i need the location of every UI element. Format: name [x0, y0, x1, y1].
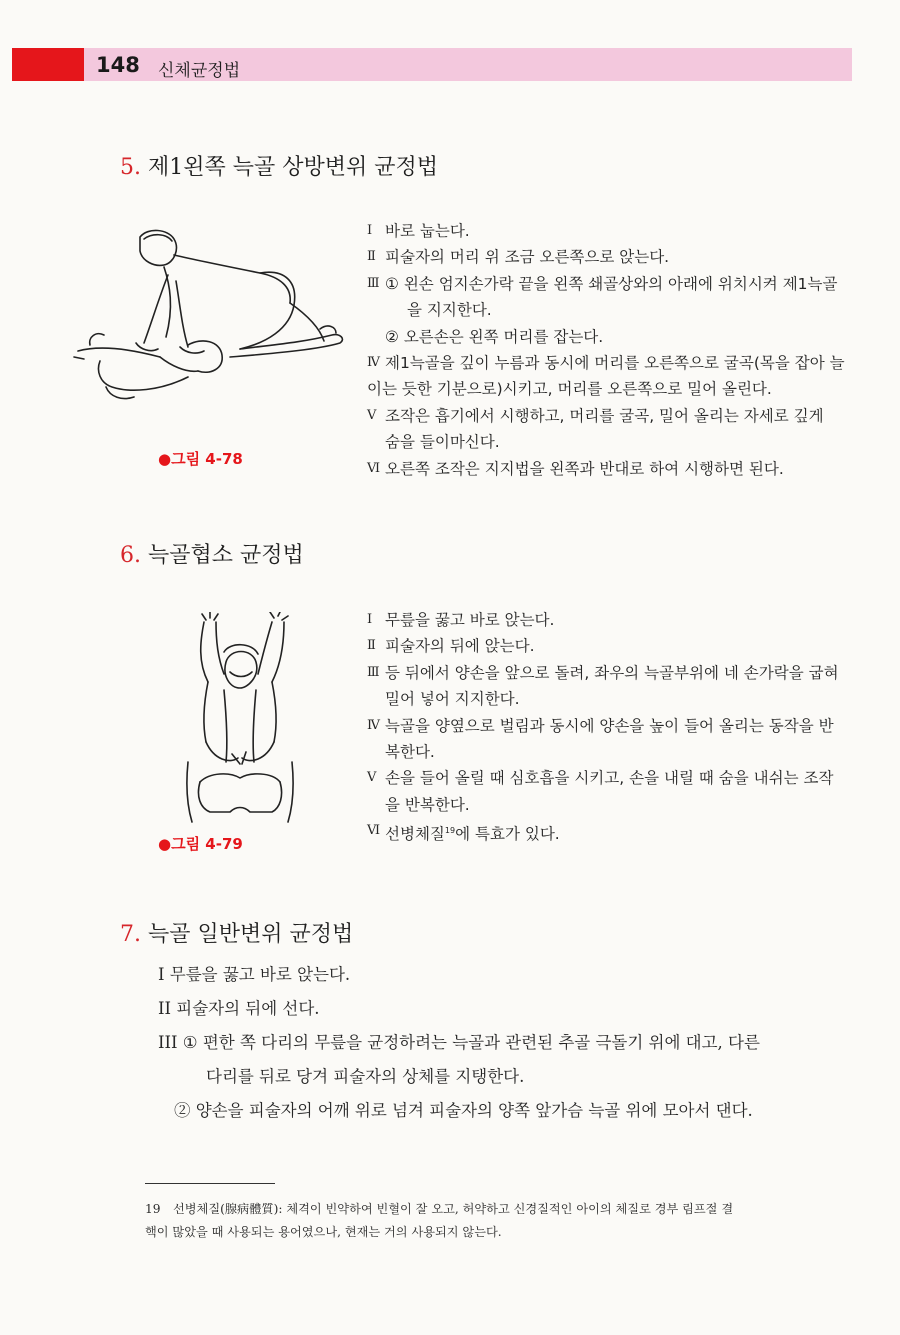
step-6-4: Ⅳ 늑골을 양옆으로 벌림과 동시에 양손을 높이 들어 올리는 동작을 반 — [367, 716, 834, 735]
step-6-5-cont: 을 반복한다. — [385, 795, 470, 814]
footnote-ref-19: 19 — [444, 826, 456, 836]
footnote-text-line2: 핵이 많았을 때 사용되는 용어였으나, 현재는 거의 사용되지 않는다. — [145, 1225, 502, 1239]
step-6-2: Ⅱ 피술자의 뒤에 앉는다. — [367, 637, 535, 656]
step-7-2: II 피술자의 뒤에 선다. — [158, 999, 320, 1018]
section-7-title — [120, 917, 353, 948]
figure-4-79-illustration — [180, 612, 300, 827]
step-6-5: Ⅴ 손을 들어 올릴 때 심호흡을 시키고, 손을 내릴 때 숨을 내쉬는 조작 — [367, 769, 834, 788]
footnote-divider — [145, 1183, 275, 1184]
section-5-title — [120, 150, 438, 181]
step-5-5-cont: 숨을 들이마신다. — [385, 433, 500, 452]
step-5-3: Ⅲ ① 왼손 엄지손가락 끝을 왼쪽 쇄골상와의 아래에 위치시켜 제1늑골 — [367, 274, 838, 293]
step-5-6: Ⅵ 오른쪽 조작은 지지법을 왼쪽과 반대로 하여 시행하면 된다. — [367, 459, 784, 478]
section-5-steps — [367, 218, 852, 482]
step-5-3-sub: ② 오른손은 왼쪽 머리를 잡는다. — [385, 327, 604, 346]
section-7-number: 7. — [120, 922, 141, 947]
step-5-1: Ⅰ 바로 눕는다. — [367, 222, 470, 240]
step-6-3: Ⅲ 등 뒤에서 양손을 앞으로 돌려, 좌우의 늑골부위에 네 손가락을 굽혀 — [367, 663, 839, 682]
chapter-title: 신체균정법 — [158, 61, 241, 81]
step-6-4-cont: 복한다. — [385, 743, 435, 762]
page-number: 148 — [96, 53, 140, 77]
section-6-steps — [367, 607, 852, 848]
step-6-6: Ⅵ 선병체질$^{19}$에 특효가 있다. — [367, 823, 560, 844]
section-6-number: 6. — [120, 543, 141, 568]
figure-4-78-illustration — [70, 225, 350, 410]
footnote-text-line1: 선병체질(腺病體質): 체격이 빈약하여 빈혈이 잘 오고, 허약하고 신경질적인 아이의 체질로 경부 림프절 결 — [173, 1202, 734, 1216]
step-6-3-cont: 밀어 넣어 지지한다. — [385, 690, 520, 709]
section-7-steps — [158, 958, 848, 1128]
section-6-heading: 늑골협소 균정법 — [148, 543, 304, 568]
step-5-5: Ⅴ 조작은 흡기에서 시행하고, 머리를 굴곡, 밀어 올리는 자세로 깊게 — [367, 406, 824, 425]
step-5-4-cont: 이는 듯한 기분으로)시키고, 머리를 오른쪽으로 밀어 올린다. — [367, 380, 772, 399]
step-5-2: Ⅱ 피술자의 머리 위 조금 오른쪽으로 앉는다. — [367, 248, 670, 267]
footnote-number: 19 — [145, 1202, 161, 1216]
section-6-title — [120, 538, 304, 569]
step-7-1: I 무릎을 꿇고 바로 앉는다. — [158, 965, 351, 984]
step-5-3-cont: 을 지지한다. — [407, 301, 492, 320]
footnote-19 — [145, 1198, 850, 1244]
section-5-number: 5. — [120, 155, 141, 180]
section-5-heading: 제1왼쪽 늑골 상방변위 균정법 — [148, 155, 439, 180]
step-7-3: III ① 편한 쪽 다리의 무릎을 균정하려는 늑골과 관련된 추골 극돌기 위에 대고, 다른 — [158, 1033, 760, 1052]
figure-4-78-label: ●그림 4-78 — [158, 450, 243, 468]
section-7-heading: 늑골 일반변위 균정법 — [148, 922, 354, 947]
figure-4-79-label: ●그림 4-79 — [158, 835, 243, 853]
step-7-3-sub: ② 양손을 피술자의 어깨 위로 넘겨 피술자의 양쪽 앞가슴 늑골 위에 모아서 댄다. — [174, 1101, 753, 1120]
step-5-4: Ⅳ 제1늑골을 깊이 누름과 동시에 머리를 오른쪽으로 굴곡(목을 잡아 늘 — [367, 354, 845, 373]
step-7-3-cont: 다리를 뒤로 당겨 피술자의 상체를 지탱한다. — [206, 1067, 525, 1086]
header-red-block — [12, 48, 84, 81]
step-6-1: Ⅰ 무릎을 꿇고 바로 앉는다. — [367, 611, 555, 629]
